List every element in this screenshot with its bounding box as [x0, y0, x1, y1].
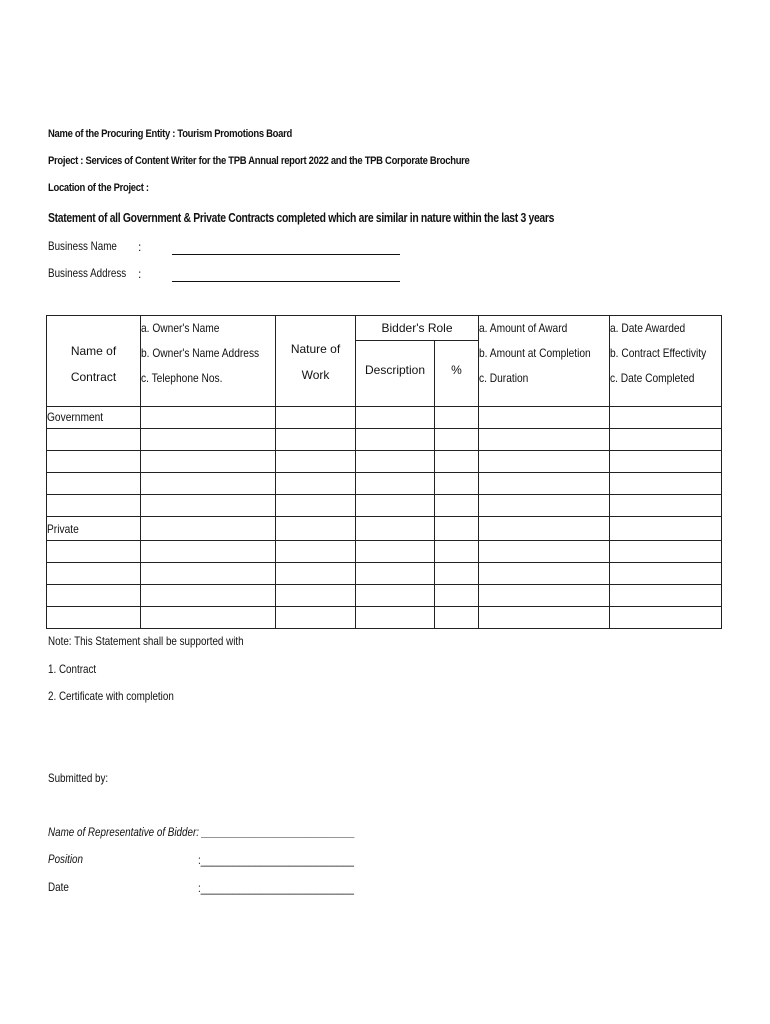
table-cell[interactable] [356, 541, 435, 563]
header-name-of-contract [47, 316, 141, 407]
position-label: Position [48, 852, 84, 866]
business-address-colon: : [138, 267, 142, 281]
header-date-c: c. Date Completed [610, 371, 695, 385]
table-cell[interactable] [479, 517, 610, 541]
table-row [47, 607, 722, 629]
table-cell[interactable] [479, 407, 610, 429]
statement-title: Statement of all Government & Private Contracts completed which are similar in nature within the last 3 years [48, 210, 555, 225]
table-cell[interactable] [479, 473, 610, 495]
table-cell[interactable] [356, 429, 435, 451]
table-cell[interactable] [479, 451, 610, 473]
table-cell[interactable] [47, 495, 141, 517]
table-cell[interactable] [610, 517, 722, 541]
table-cell[interactable] [610, 563, 722, 585]
table-row [47, 541, 722, 563]
table-cell[interactable] [141, 585, 276, 607]
table-cell[interactable] [276, 517, 356, 541]
table-cell[interactable] [47, 429, 141, 451]
section-label-private: Private [47, 517, 141, 541]
table-row [47, 495, 722, 517]
table-cell[interactable] [610, 541, 722, 563]
header-nature-line1: Nature of [290, 342, 341, 356]
representative-field[interactable]: Name of Representative of Bidder: ____________________________ [48, 825, 355, 839]
header-amount [479, 316, 610, 407]
header-bidders-role [356, 316, 479, 341]
table-cell[interactable] [356, 607, 435, 629]
table-cell[interactable] [479, 607, 610, 629]
table-cell[interactable] [435, 473, 479, 495]
table-cell[interactable] [276, 607, 356, 629]
table-cell[interactable] [356, 495, 435, 517]
header-owner [141, 316, 276, 407]
table-cell[interactable] [356, 563, 435, 585]
table-row-government [47, 407, 722, 429]
table-cell[interactable] [435, 407, 479, 429]
table-cell[interactable] [276, 407, 356, 429]
table-cell[interactable] [435, 607, 479, 629]
business-address-field[interactable] [172, 281, 400, 282]
table-row [47, 451, 722, 473]
business-name-label: Business Name [48, 239, 117, 253]
table-cell[interactable] [479, 563, 610, 585]
table-cell[interactable] [356, 585, 435, 607]
table-cell[interactable] [141, 407, 276, 429]
table-cell[interactable] [141, 541, 276, 563]
table-cell[interactable] [141, 495, 276, 517]
table-cell[interactable] [610, 473, 722, 495]
section-label-government: Government [47, 407, 141, 429]
table-cell[interactable] [276, 473, 356, 495]
header-description [356, 341, 435, 407]
table-cell[interactable] [47, 451, 141, 473]
table-cell[interactable] [435, 563, 479, 585]
header-owner-c: c. Telephone Nos. [141, 371, 223, 385]
table-cell[interactable] [141, 607, 276, 629]
header-date-b: b. Contract Effectivity [610, 346, 707, 360]
header-name-line1: Name of [70, 344, 117, 358]
table-cell[interactable] [610, 607, 722, 629]
location-line: Location of the Project : [48, 182, 149, 194]
header-description-text: Description [364, 363, 426, 377]
table-cell[interactable] [141, 563, 276, 585]
table-cell[interactable] [47, 563, 141, 585]
header-date-a: a. Date Awarded [610, 321, 686, 335]
table-row [47, 563, 722, 585]
table-cell[interactable] [356, 451, 435, 473]
note-item-contract: 1. Contract [48, 662, 97, 676]
table-cell[interactable] [479, 541, 610, 563]
header-bidders-role-text: Bidder's Role [381, 321, 453, 335]
header-owner-a: a. Owner's Name [141, 321, 220, 335]
table-cell[interactable] [141, 429, 276, 451]
header-dates [610, 316, 722, 407]
header-percent-text: % [451, 363, 462, 377]
table-cell[interactable] [435, 495, 479, 517]
table-cell[interactable] [435, 585, 479, 607]
note-intro: Note: This Statement shall be supported with [48, 634, 244, 648]
table-cell[interactable] [610, 407, 722, 429]
submitted-by-label: Submitted by: [48, 771, 109, 785]
date-field[interactable]: :____________________________ [198, 881, 354, 895]
header-name-line2: Contract [70, 370, 117, 384]
header-nature-of-work [276, 316, 356, 407]
table-cell[interactable] [276, 541, 356, 563]
table-cell[interactable] [47, 473, 141, 495]
business-name-field[interactable] [172, 254, 400, 255]
table-row [47, 429, 722, 451]
table-cell[interactable] [479, 495, 610, 517]
table-cell[interactable] [610, 495, 722, 517]
header-percent [435, 341, 479, 407]
table-row [47, 585, 722, 607]
table-cell[interactable] [47, 541, 141, 563]
table-cell[interactable] [141, 517, 276, 541]
project-line: Project : Services of Content Writer for the TPB Annual report 2022 and the TPB Corporate Brochure [48, 155, 470, 167]
table-cell[interactable] [435, 517, 479, 541]
table-cell[interactable] [435, 541, 479, 563]
table-cell[interactable] [141, 473, 276, 495]
table-cell[interactable] [47, 607, 141, 629]
table-cell[interactable] [276, 585, 356, 607]
table-cell[interactable] [435, 451, 479, 473]
note-item-certificate: 2. Certificate with completion [48, 689, 174, 703]
table-cell[interactable] [479, 429, 610, 451]
position-field[interactable]: :____________________________ [198, 853, 354, 867]
header-amount-a: a. Amount of Award [479, 321, 568, 335]
table-cell[interactable] [356, 473, 435, 495]
table-cell[interactable] [479, 585, 610, 607]
table-cell[interactable] [276, 495, 356, 517]
table-cell[interactable] [276, 451, 356, 473]
table-cell[interactable] [610, 429, 722, 451]
table-row [47, 473, 722, 495]
contracts-table [46, 315, 722, 629]
header-amount-b: b. Amount at Completion [479, 346, 591, 360]
table-cell[interactable] [610, 585, 722, 607]
business-address-label: Business Address [48, 266, 127, 280]
header-owner-b: b. Owner's Name Address [141, 346, 260, 360]
table-cell[interactable] [356, 517, 435, 541]
table-cell[interactable] [47, 585, 141, 607]
table-cell[interactable] [356, 407, 435, 429]
business-name-colon: : [138, 240, 142, 254]
table-row-private [47, 517, 722, 541]
date-label: Date [48, 880, 69, 894]
table-cell[interactable] [141, 451, 276, 473]
table-cell[interactable] [276, 429, 356, 451]
table-cell[interactable] [610, 451, 722, 473]
table-cell[interactable] [435, 429, 479, 451]
header-amount-c: c. Duration [479, 371, 529, 385]
table-cell[interactable] [276, 563, 356, 585]
header-nature-line2: Work [301, 368, 330, 382]
procuring-entity: Name of the Procuring Entity : Tourism Promotions Board [48, 128, 292, 140]
